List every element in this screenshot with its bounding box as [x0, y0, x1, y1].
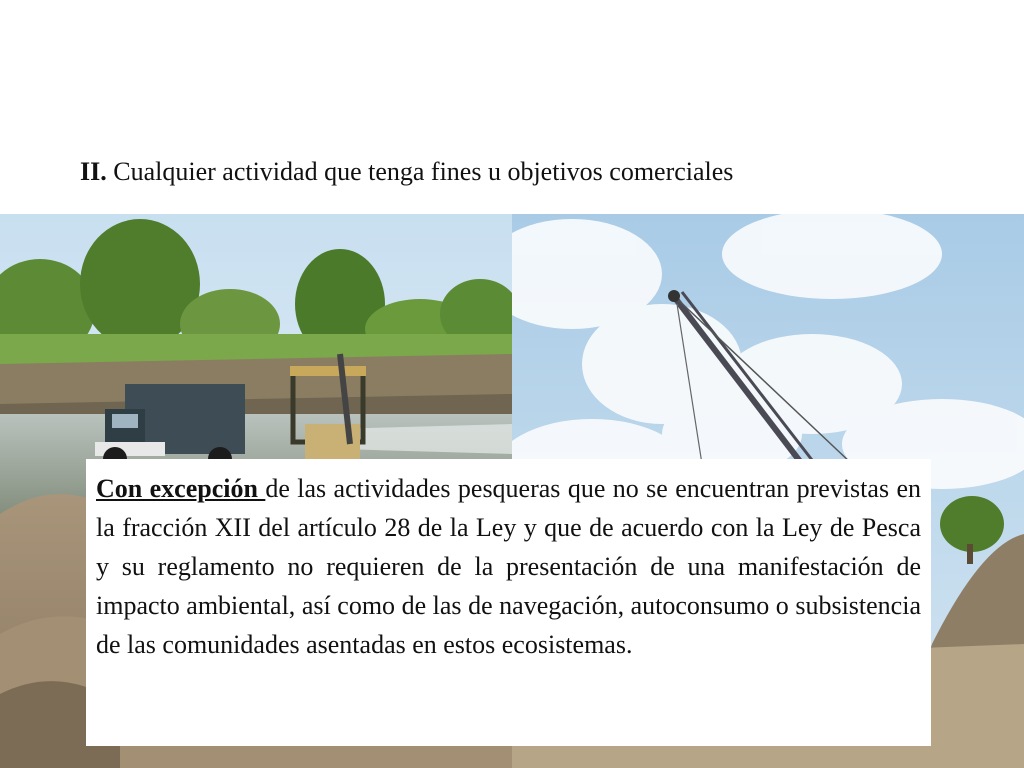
heading-text: Cualquier actividad que tenga fines u objetivos comerciales	[113, 157, 734, 186]
exception-note-body: de las actividades pesqueras que no se encuentran previstas en la fracción XII del artículo 28 de la Ley y que de acuerdo con la Ley de Pesca y su reglamento no requieren de la presentación de una manifestación de impacto ambiental, así como de las de navegación, autoconsumo o subsistencia de las comunidades asentadas en estos ecosistemas.	[96, 474, 921, 659]
exception-note-box	[86, 459, 931, 746]
tree-right	[940, 496, 1004, 552]
slide-heading	[80, 157, 980, 187]
exception-note	[96, 469, 921, 664]
exception-note-lead: Con excepción	[96, 474, 266, 503]
heading-numeral: II.	[80, 157, 107, 186]
